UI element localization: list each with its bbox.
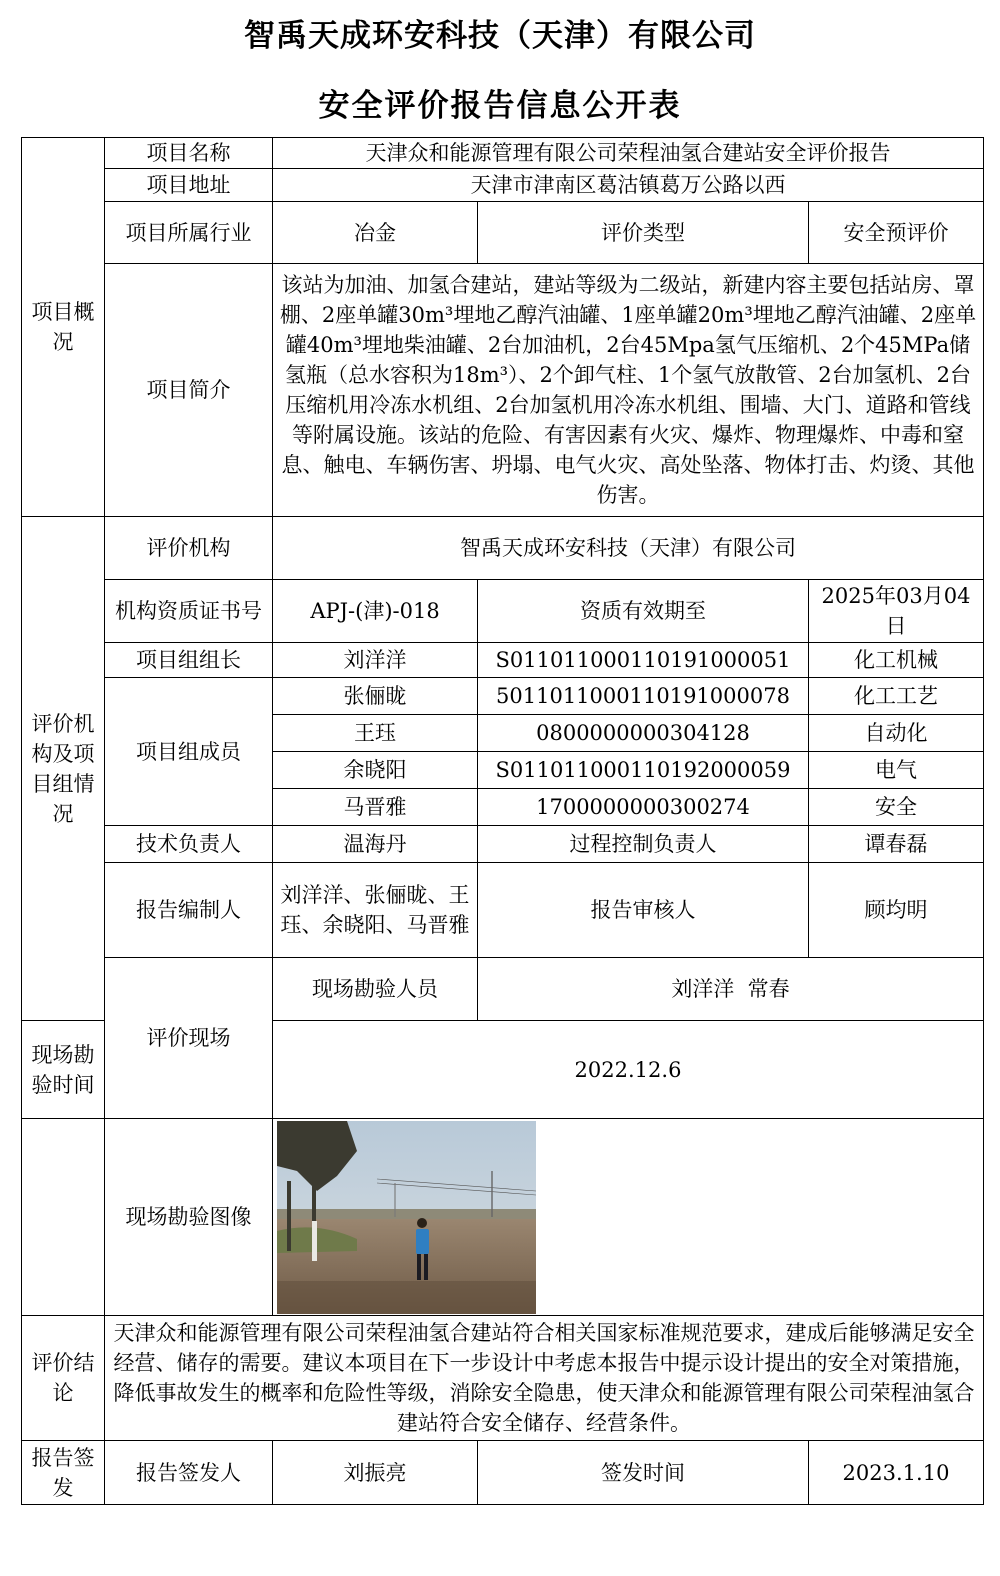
industry-label: 项目所属行业	[105, 202, 273, 264]
conclusion-text: 天津众和能源管理有限公司荣程油氢合建站符合相关国家标准规范要求，建成后能够满足安全经营、储存的需要。建议本项目在下一步设计中考虑本报告中提示设计提出的安全对策措施，降低事故发生的概率和危险性等级，消除安全隐患，使天津众和能源管理有限公司荣程油氢合建站符合安全储存、经营条件。	[105, 1316, 984, 1441]
section-conclusion: 评价结论	[22, 1316, 105, 1441]
leader-specialty: 化工机械	[809, 643, 984, 678]
process-lead-label: 过程控制负责人	[478, 826, 809, 863]
member-name: 马晋雅	[273, 789, 478, 826]
issuer-value: 刘振亮	[273, 1441, 478, 1505]
leader-label: 项目组组长	[105, 643, 273, 678]
member-name: 张俪昽	[273, 678, 478, 715]
members-label: 项目组成员	[105, 678, 273, 826]
process-lead-value: 谭春磊	[809, 826, 984, 863]
form-title: 安全评价报告信息公开表	[318, 88, 682, 124]
industry-value: 冶金	[273, 202, 478, 264]
validity-label: 资质有效期至	[478, 580, 809, 643]
section-site: 评价现场	[105, 958, 273, 1119]
project-address-label: 项目地址	[105, 169, 273, 202]
issue-date-label: 签发时间	[478, 1441, 809, 1505]
member-specialty: 自动化	[809, 715, 984, 752]
leader-id: S011011000110191000051	[478, 643, 809, 678]
leader-name: 刘洋洋	[273, 643, 478, 678]
site-photo-label: 现场勘验图像	[105, 1119, 273, 1316]
section-photo-blank	[22, 1119, 105, 1316]
site-photo-cell	[273, 1119, 984, 1316]
section-overview: 项目概况	[22, 138, 105, 517]
agency-label: 评价机构	[105, 517, 273, 580]
project-address-value: 天津市津南区葛沽镇葛万公路以西	[273, 169, 984, 202]
member-specialty: 化工工艺	[809, 678, 984, 715]
member-name: 余晓阳	[273, 752, 478, 789]
member-specialty: 安全	[809, 789, 984, 826]
site-staff-label: 现场勘验人员	[273, 958, 478, 1021]
project-name-value: 天津众和能源管理有限公司荣程油氢合建站安全评价报告	[273, 138, 984, 169]
evaluation-type-value: 安全预评价	[809, 202, 984, 264]
certificate-value: APJ-(津)-018	[273, 580, 478, 643]
evaluation-type-label: 评价类型	[478, 202, 809, 264]
section-organization: 评价机构及项目组情况	[22, 517, 105, 1021]
member-id: 5011011000110191000078	[478, 678, 809, 715]
validity-value: 2025年03月04日	[809, 580, 984, 643]
member-id: S011011000110192000059	[478, 752, 809, 789]
agency-value: 智禹天成环安科技（天津）有限公司	[273, 517, 984, 580]
site-photo	[277, 1121, 536, 1314]
project-intro-text: 该站为加油、加氢合建站，建站等级为二级站，新建内容主要包括站房、罩棚、2座单罐30m³埋地乙醇汽油罐、1座单罐20m³埋地乙醇汽油罐、2座单罐40m³埋地柴油罐、2台加油机，2台45Mpa氢气压缩机、2个45MPa储氢瓶（总水容积为18m³）、2个卸气柱、1个氢气放散管、2台加氢机、2台压缩机用冷冻水机组、2台加氢机用冷冻水机组、围墙、大门、道路和管线等附属设施。该站的危险、有害因素有火灾、爆炸、物理爆炸、中毒和窒息、触电、车辆伤害、坍塌、电气火灾、高处坠落、物体打击、灼烫、其他伤害。	[273, 264, 984, 517]
project-name-label: 项目名称	[105, 138, 273, 169]
disclosure-table	[21, 137, 984, 1505]
tech-lead-label: 技术负责人	[105, 826, 273, 863]
compiler-value: 刘洋洋、张俪昽、王珏、余晓阳、马晋雅	[273, 863, 478, 958]
site-staff-value: 刘洋洋 常春	[478, 958, 984, 1021]
member-id: 1700000000300274	[478, 789, 809, 826]
member-name: 王珏	[273, 715, 478, 752]
site-time-value: 2022.12.6	[273, 1021, 984, 1119]
section-issue: 报告签发	[22, 1441, 105, 1505]
tech-lead-value: 温海丹	[273, 826, 478, 863]
compiler-label: 报告编制人	[105, 863, 273, 958]
company-title: 智禹天成环安科技（天津）有限公司	[244, 18, 756, 54]
issue-date-value: 2023.1.10	[809, 1441, 984, 1505]
issuer-label: 报告签发人	[105, 1441, 273, 1505]
member-id: 0800000000304128	[478, 715, 809, 752]
member-specialty: 电气	[809, 752, 984, 789]
site-time-label: 现场勘验时间	[22, 1021, 105, 1119]
project-intro-label: 项目简介	[105, 264, 273, 517]
reviewer-label: 报告审核人	[478, 863, 809, 958]
reviewer-value: 顾均明	[809, 863, 984, 958]
certificate-label: 机构资质证书号	[105, 580, 273, 643]
